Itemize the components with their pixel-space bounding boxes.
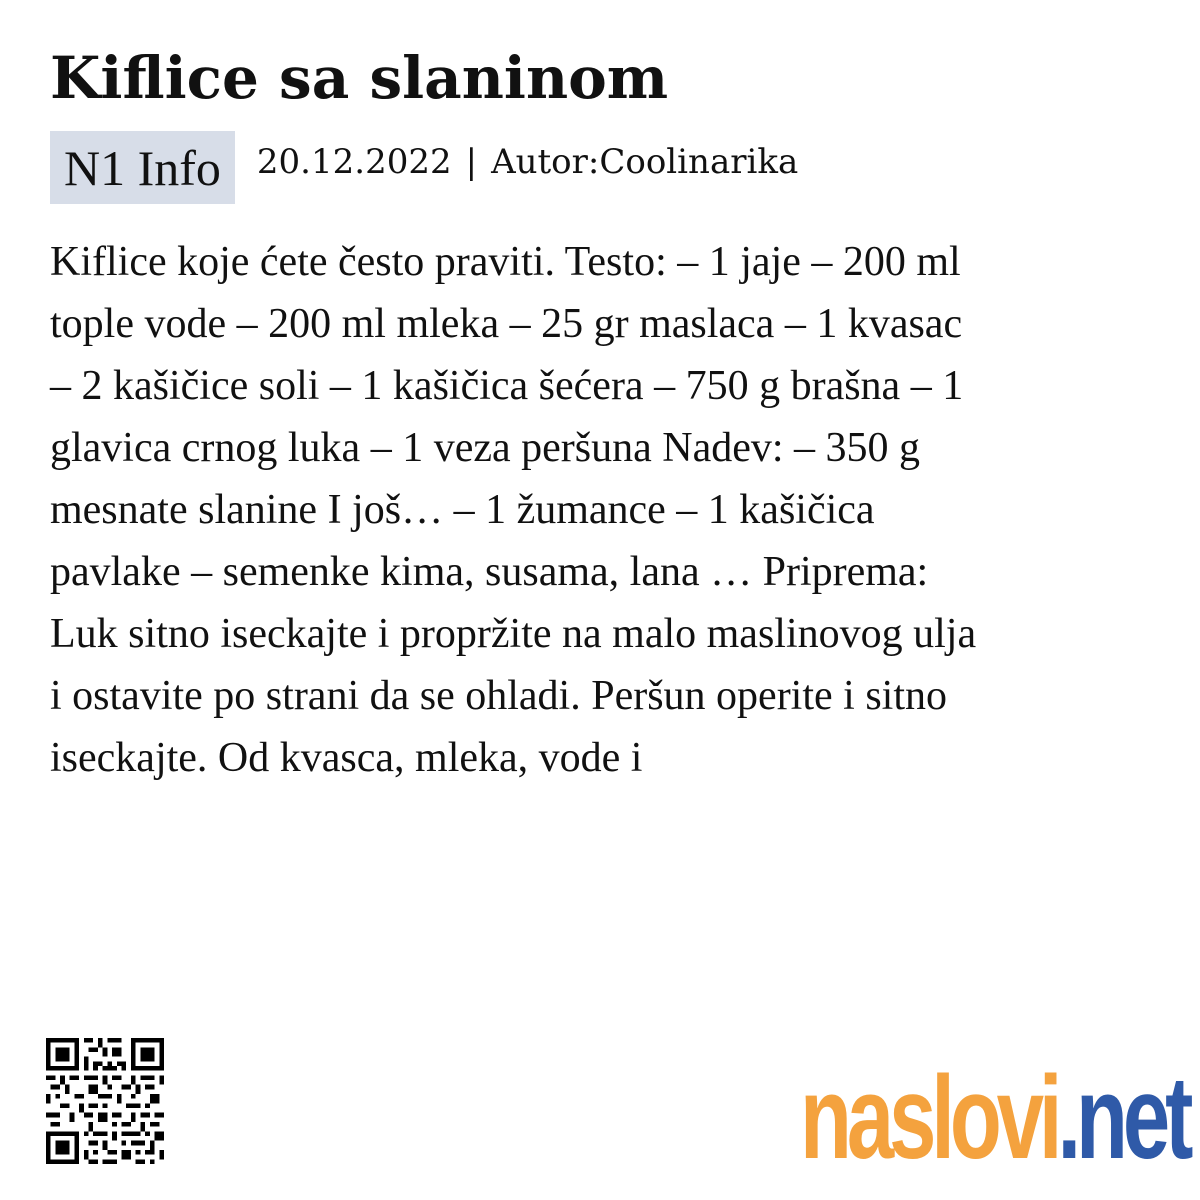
source-badge[interactable]: N1 Info: [50, 131, 235, 204]
naslovi-logo[interactable]: [800, 1052, 1189, 1184]
body-line: Luk sitno iseckajte i propržite na malo maslinovog ulja: [50, 611, 977, 657]
body-line: Kiflice koje ćete često praviti. Testo: – 1 jaje – 200 ml: [50, 239, 961, 285]
body-line: pavlake – semenke kima, susama, lana … Priprema:: [50, 549, 929, 595]
meta-info: [257, 142, 798, 182]
author: Autor:Coolinarika: [491, 141, 799, 182]
body-line: iseckajte. Od kvasca, mleka, vode i: [50, 735, 643, 781]
article-title: Kiflice sa slaninom: [50, 44, 669, 112]
qr-code-icon[interactable]: [46, 1038, 164, 1164]
logo-text-naslovi: naslovi: [800, 1052, 1058, 1184]
body-line: tople vode – 200 ml mleka – 25 gr maslaca – 1 kvasac: [50, 301, 963, 347]
publish-date: 20.12.2022: [256, 141, 452, 182]
body-line: mesnate slanine I još… – 1 žumance – 1 kašičica: [50, 487, 875, 533]
article-body: [50, 231, 1160, 789]
meta-separator: |: [465, 141, 478, 182]
body-line: i ostavite po strani da se ohladi. Peršun operite i sitno: [50, 673, 948, 719]
logo-text-net: .net: [1057, 1052, 1189, 1184]
body-line: – 2 kašičice soli – 1 kašičica šećera – 750 g brašna – 1: [50, 363, 964, 409]
body-line: glavica crnog luka – 1 veza peršuna Nadev: – 350 g: [50, 425, 921, 471]
article-meta: [50, 131, 798, 204]
